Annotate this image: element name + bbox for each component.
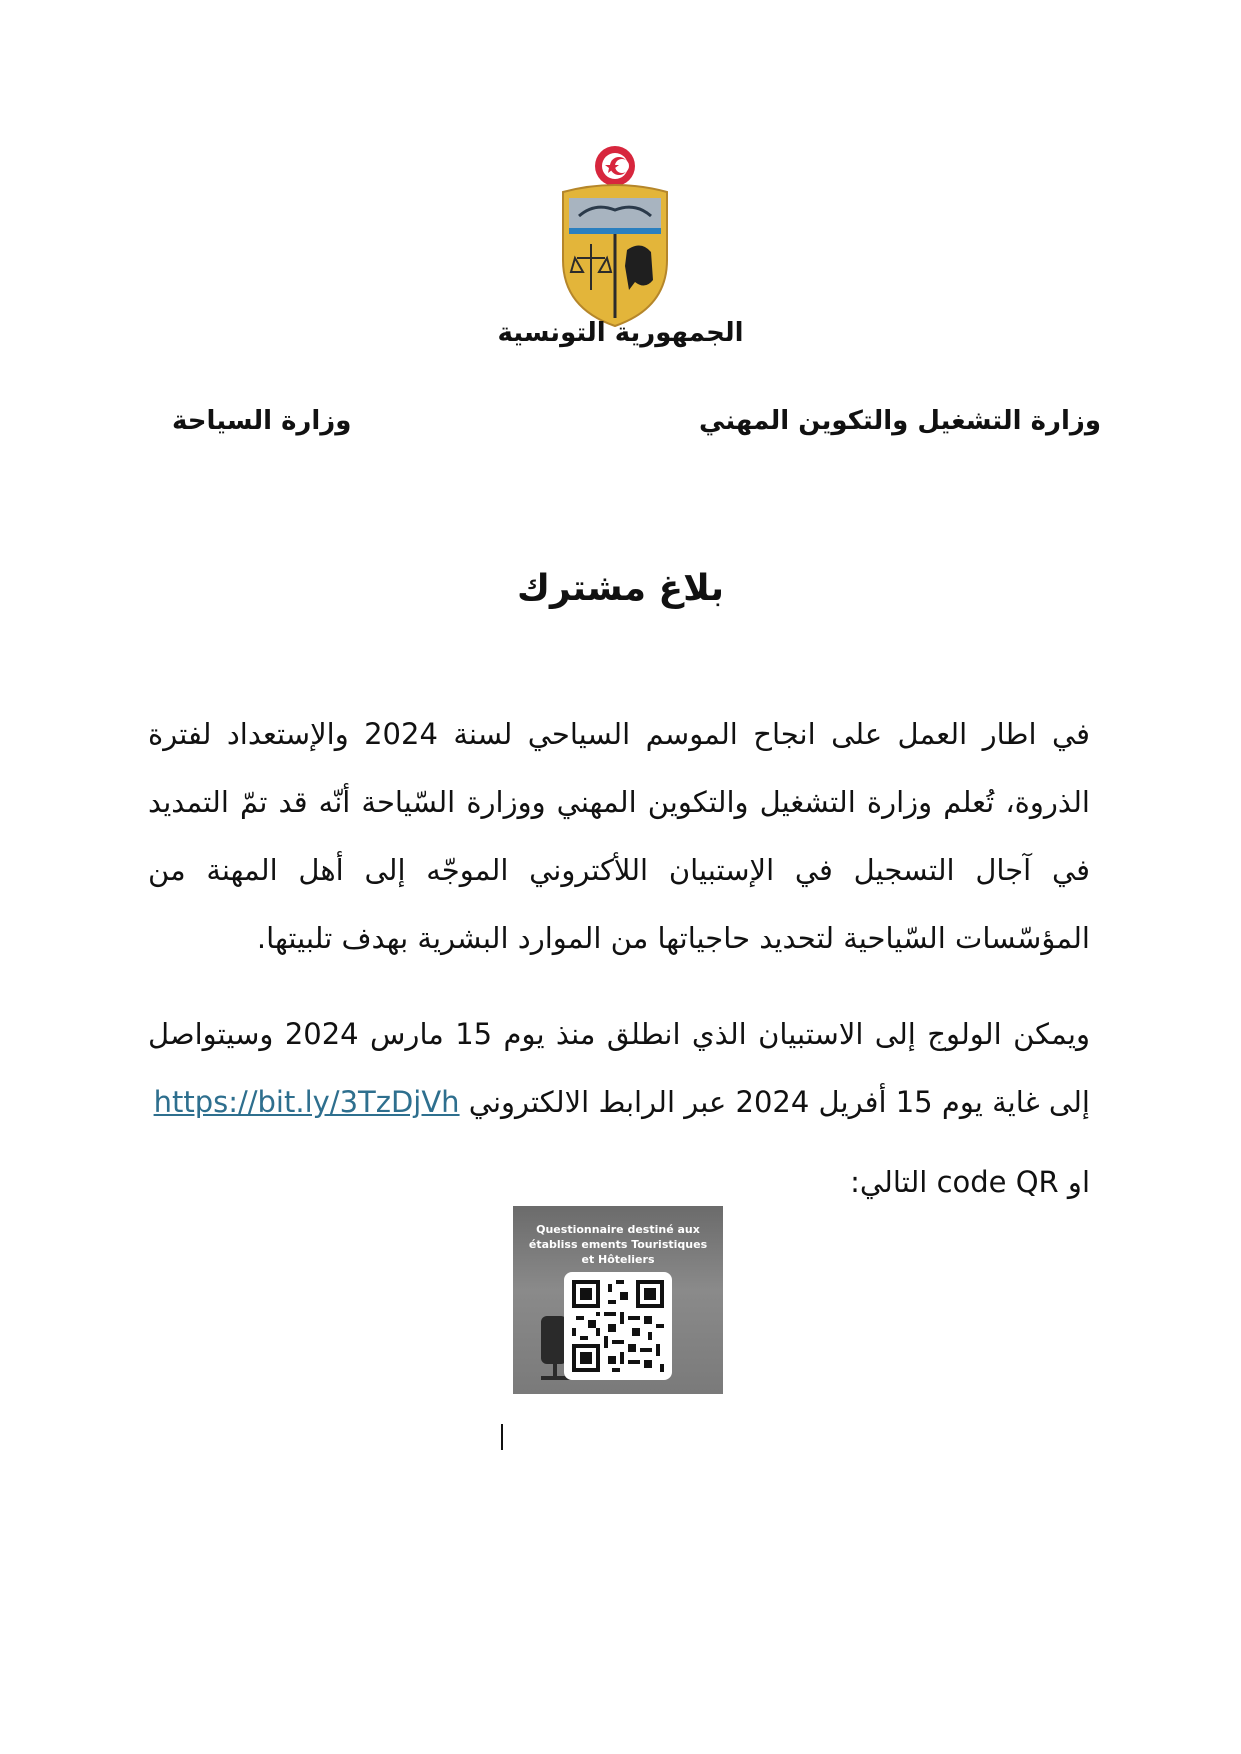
document-title: بلاغ مشترك — [517, 568, 724, 609]
tunisia-coat-of-arms-icon — [555, 140, 675, 330]
paragraph-access-text: ويمكن الولوج إلى الاستبيان الذي انطلق منذ يوم 15 مارس 2024 وسيتواصل إلى غاية يوم 15 أفريل 2024 عبر الرابط الالكتروني — [148, 1017, 1091, 1119]
paragraph-intro: في اطار العمل على انجاح الموسم السياحي لسنة 2024 والإستعداد لفترة الذروة، تُعلم وزارة التشغيل والتكوين المهني ووزارة السّياحة أنّه قد تمّ التمديد في آجال التسجيل في الإستبيان اللأكتروني الموجّه إلى أهل المهنة من المؤسّسات السّياحية لتحديد حاجياتها من الموارد البشرية بهدف تلبيتها. — [148, 717, 1090, 955]
republic-title: الجمهورية التونسية — [497, 318, 744, 348]
text-cursor — [501, 1424, 503, 1450]
paragraph-access — [148, 1000, 1090, 1136]
ministry-tourism-label: وزارة السياحة — [172, 406, 352, 436]
qr-card[interactable] — [513, 1206, 723, 1394]
paragraph-qr: او code QR التالي: — [850, 1165, 1090, 1199]
qr-code-icon[interactable] — [564, 1272, 672, 1380]
qr-card-caption: Questionnaire destiné aux établiss ements Touristiques et Hôteliers — [528, 1223, 708, 1266]
ministry-employment-label: وزارة التشغيل والتكوين المهني — [699, 406, 1101, 436]
survey-link[interactable]: https://bit.ly/3TzDjVh — [153, 1085, 460, 1119]
